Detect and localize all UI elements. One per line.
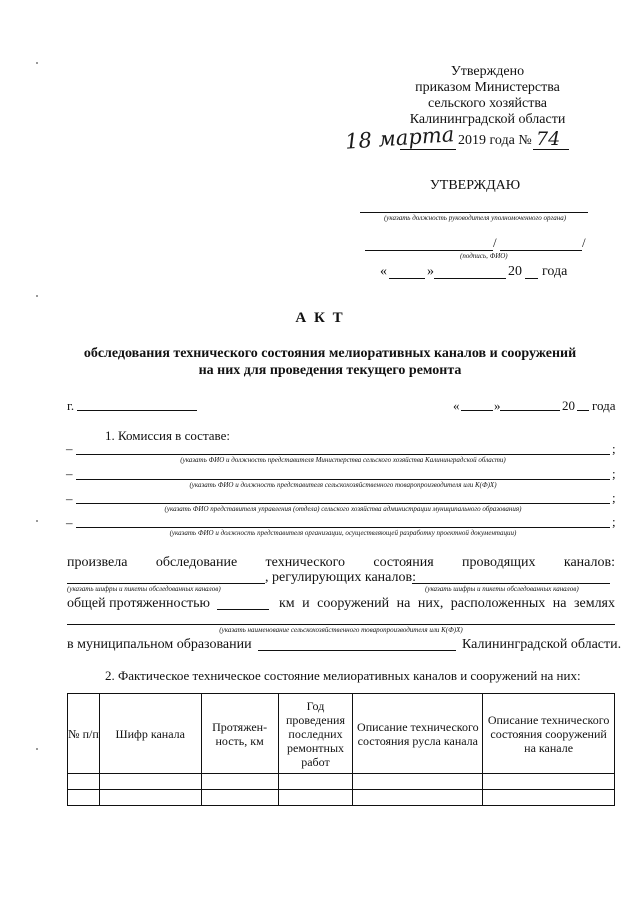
column-header: Описание технического состояния русла канала xyxy=(353,694,483,774)
dash: – xyxy=(66,491,73,506)
table-cell[interactable] xyxy=(483,790,615,806)
dash: – xyxy=(66,441,73,456)
commission-heading: 1. Комиссия в составе: xyxy=(105,428,230,443)
signature-line xyxy=(365,250,493,251)
hint-main-channels: (указать шифры и пикеты обследованных каналов) xyxy=(67,585,221,593)
main-channels-line xyxy=(67,583,265,584)
position-hint: (указать должность руководителя уполномоченного органа) xyxy=(383,214,567,222)
length-line xyxy=(217,609,269,610)
date-month-line xyxy=(500,410,560,411)
commission-line xyxy=(76,454,610,455)
fio-line xyxy=(500,250,582,251)
inspection-word: произвела xyxy=(67,555,128,570)
table-cell[interactable] xyxy=(68,790,100,806)
table-cell[interactable] xyxy=(278,790,353,806)
table-cell[interactable] xyxy=(483,774,615,790)
regulating-text: , регулирующих каналов: xyxy=(265,570,416,585)
approve-date-mid: » xyxy=(427,264,434,279)
handwritten-number: 74 xyxy=(536,128,561,150)
table-cell[interactable] xyxy=(99,790,201,806)
column-header: Шифр канала xyxy=(99,694,201,774)
date-mid: » xyxy=(494,398,501,413)
scan-dot xyxy=(36,295,38,297)
land-line xyxy=(67,624,615,625)
semicolon: ; xyxy=(612,490,616,505)
position-line xyxy=(360,212,588,213)
month-line xyxy=(434,278,506,279)
table-cell[interactable] xyxy=(201,774,278,790)
column-header: Описание технического состояния сооружений на канале xyxy=(483,694,615,774)
date-yy-line xyxy=(577,410,589,411)
length-suffix: км и сооружений на них, расположенных на землях xyxy=(279,596,615,611)
semicolon: ; xyxy=(612,466,616,481)
date-suffix: года xyxy=(592,398,616,413)
column-header: Год проведения последних ремонтных работ xyxy=(278,694,353,774)
approval-year-text: 2019 года № xyxy=(458,133,532,148)
table-cell[interactable] xyxy=(353,774,483,790)
commission-hint-4: (указать ФИО и должность представителя организации, осуществляющей разработку проектной документации) xyxy=(169,529,517,537)
semicolon: ; xyxy=(612,441,616,456)
date-day-line xyxy=(461,410,493,411)
column-header: Протяжен-ность, км xyxy=(201,694,278,774)
inspection-word: технического xyxy=(265,555,345,570)
municipal-suffix: Калининградской области. xyxy=(462,637,622,652)
commission-line xyxy=(76,503,610,504)
slash-2: / xyxy=(582,235,586,250)
commission-hint-2: (указать ФИО и должность представителя сельскохозяйственного товаропроизводителя или К(Ф)Х) xyxy=(189,481,497,489)
table-cell[interactable] xyxy=(278,774,353,790)
inspection-word: проводящих xyxy=(462,555,536,570)
city-prefix: г. xyxy=(67,398,75,413)
inspection-line-1 xyxy=(67,555,615,571)
semicolon: ; xyxy=(612,514,616,529)
dash: – xyxy=(66,466,73,481)
scan-dot xyxy=(36,748,38,750)
approve-date-suffix: года xyxy=(542,264,568,279)
act-subtitle-1: обследования технического состояния мелиоративных каналов и сооружений xyxy=(83,346,577,361)
act-subtitle-2: на них для проведения текущего ремонта xyxy=(198,363,462,378)
city-line xyxy=(77,410,197,411)
signature-hint: (подпись, ФИО) xyxy=(460,252,508,260)
municipal-line xyxy=(258,650,456,651)
commission-hint-1: (указать ФИО и должность представителя Министерства сельского хозяйства Калининградской области) xyxy=(180,456,506,464)
approve-date-open: « xyxy=(380,264,387,279)
table-row xyxy=(68,790,615,806)
commission-line xyxy=(76,479,610,480)
day-line xyxy=(389,278,425,279)
inspection-word: обследование xyxy=(155,555,238,570)
land-hint: (указать наименование сельскохозяйственного товаропроизводителя или К(Ф)Х) xyxy=(219,626,463,634)
table-cell[interactable] xyxy=(353,790,483,806)
approval-line: сельского хозяйства xyxy=(427,96,548,111)
condition-heading: 2. Фактическое техническое состояние мелиоративных каналов и сооружений на них: xyxy=(105,668,581,683)
regulating-channels-line xyxy=(412,583,610,584)
act-title: А К Т xyxy=(295,310,345,326)
length-prefix: общей протяженностью xyxy=(67,596,211,611)
date-open: « xyxy=(453,398,460,413)
date-underline xyxy=(400,149,456,150)
slash-1: / xyxy=(493,235,497,250)
year-line xyxy=(525,278,538,279)
table-header-row xyxy=(68,694,615,774)
inspection-word: каналов: xyxy=(563,555,615,570)
approval-block xyxy=(390,64,585,128)
municipal-prefix: в муниципальном образовании xyxy=(67,637,252,652)
number-underline xyxy=(533,149,569,150)
approval-line: Калининградской области xyxy=(409,112,566,127)
approve-date-year: 20 xyxy=(508,264,522,279)
dash: – xyxy=(66,515,73,530)
table-cell[interactable] xyxy=(201,790,278,806)
scan-dot xyxy=(36,62,38,64)
column-header: № п/п xyxy=(68,694,100,774)
scan-dot xyxy=(36,520,38,522)
inspection-word: состояния xyxy=(373,555,434,570)
table-row xyxy=(68,774,615,790)
condition-table xyxy=(67,693,615,806)
hint-regulating-channels: (указать шифры и пикеты обследованных каналов) xyxy=(425,585,579,593)
handwritten-date: 18 марта xyxy=(344,122,455,154)
commission-hint-3: (указать ФИО представителя управления (отдела) сельского хозяйства администрации муниципального образования) xyxy=(164,505,522,513)
approval-line: Утверждено xyxy=(450,64,525,79)
date-year: 20 xyxy=(562,398,575,413)
approve-title: УТВЕРЖДАЮ xyxy=(429,178,521,193)
commission-line xyxy=(76,527,610,528)
table-cell[interactable] xyxy=(68,774,100,790)
approval-line: приказом Министерства xyxy=(415,80,560,95)
table-cell[interactable] xyxy=(99,774,201,790)
